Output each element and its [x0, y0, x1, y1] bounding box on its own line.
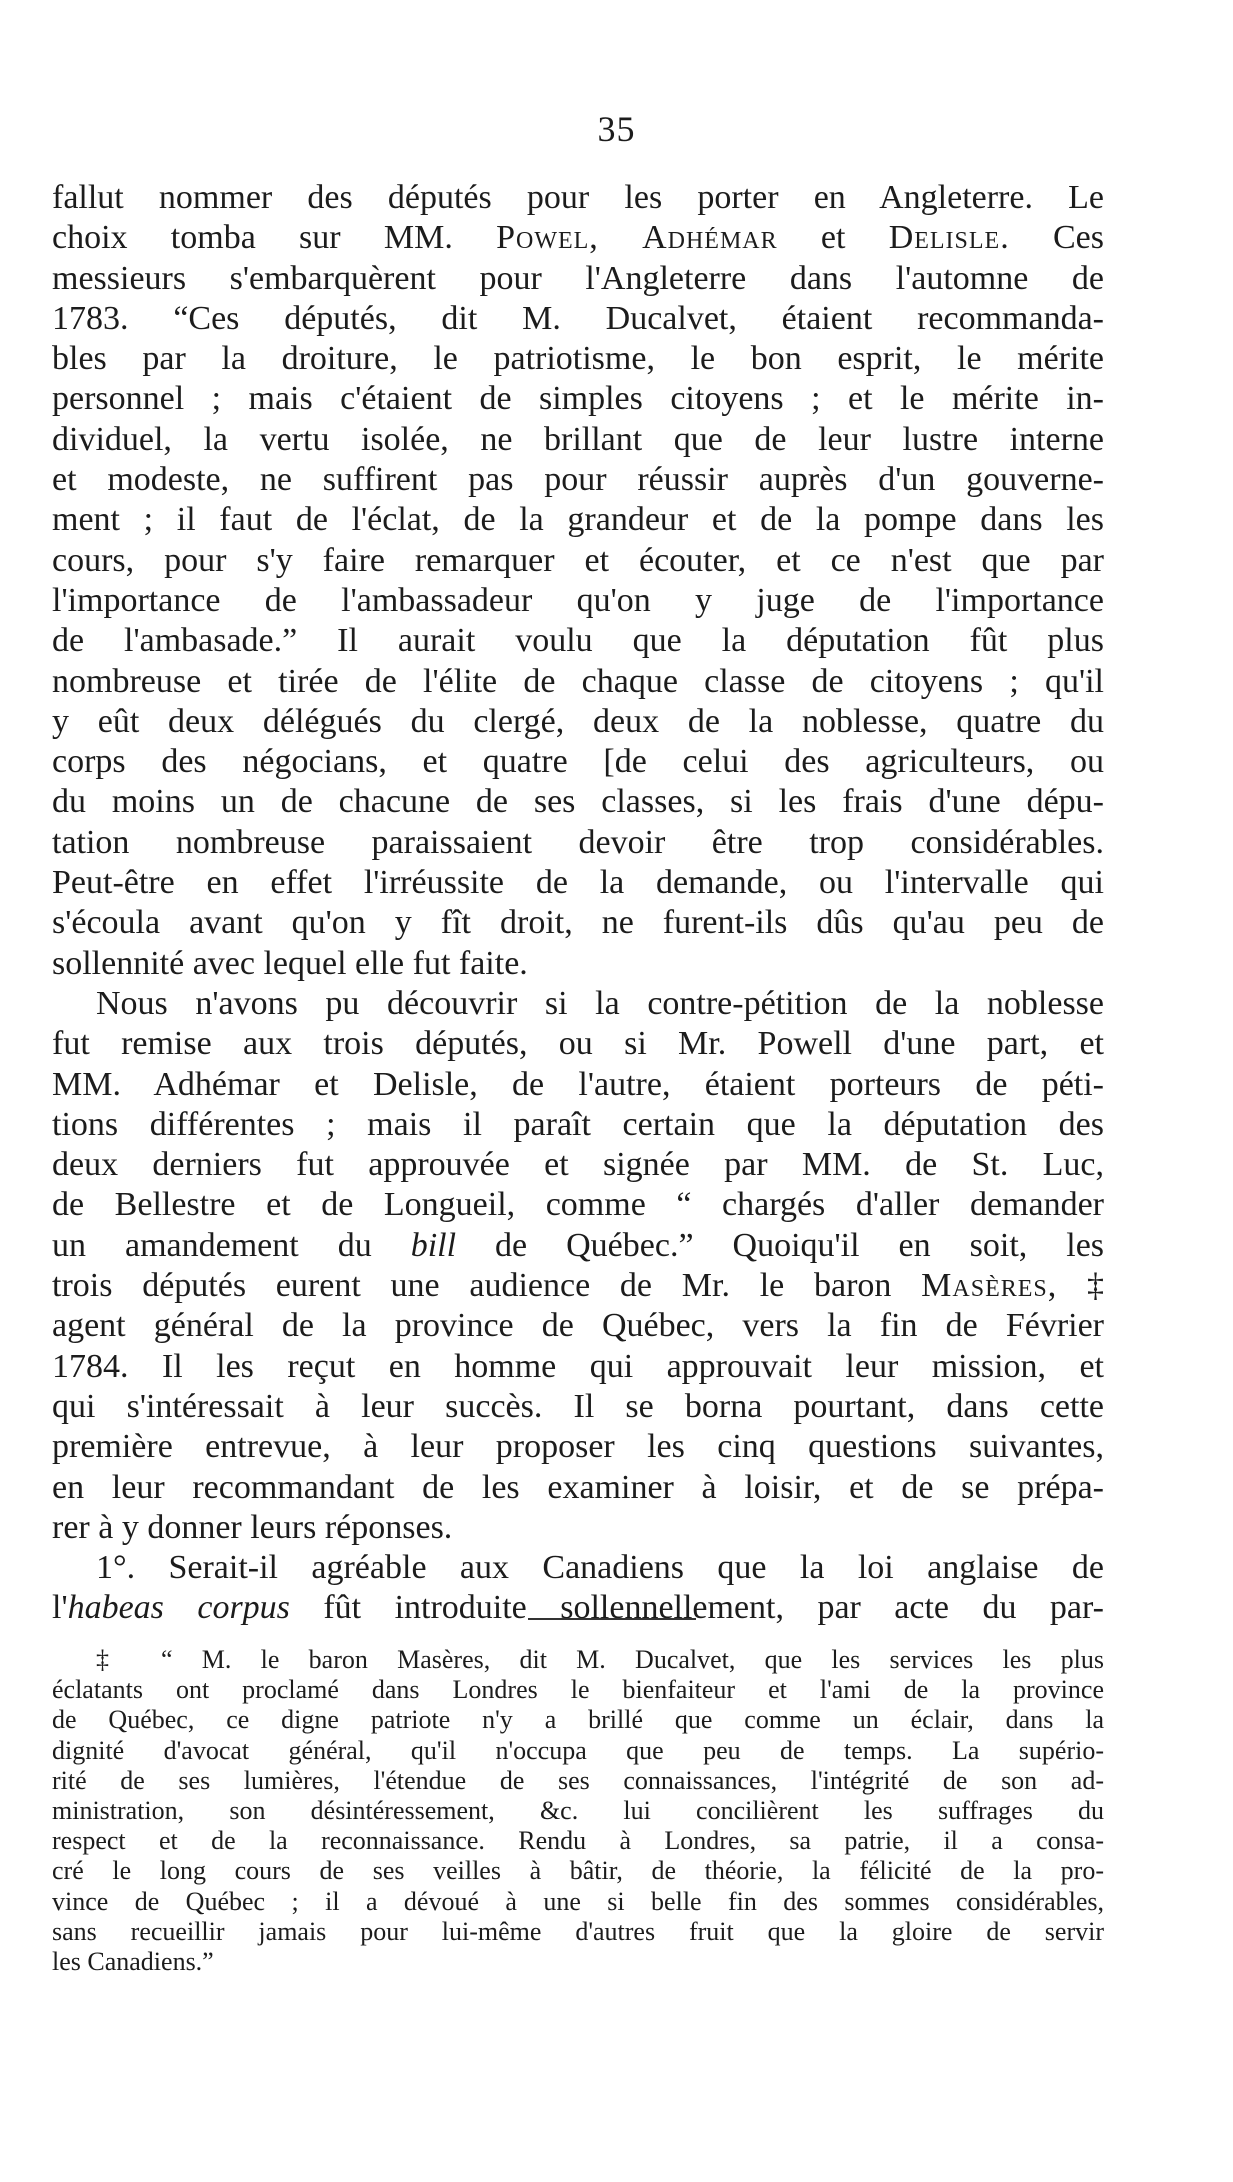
footnote-line: de Québec, ce digne patriote n'y a brillé que comme un éclair, dans la	[52, 1705, 1104, 1735]
text-line: 1783. “Ces députés, dit M. Ducalvet, étaient recommanda-	[52, 299, 1104, 337]
text-line: agent général de la province de Québec, vers la fin de Février	[52, 1307, 1104, 1345]
text-line: choix tomba sur MM. Powel, Adhémar et Delisle. Ces	[52, 219, 1104, 257]
italic-bill: bill	[410, 1226, 457, 1264]
text-line: Nous n'avons pu découvrir si la contre-pétition de la noblesse	[96, 984, 1104, 1022]
text-line: Peut-être en effet l'irréussite de la demande, ou l'intervalle qui	[52, 864, 1104, 902]
name-adhemar: Adhémar	[642, 219, 778, 257]
text-line: l'importance de l'ambassadeur qu'on y juge de l'importance	[52, 581, 1104, 619]
footnote-line: sans recueillir jamais pour lui-même d'autres fruit que la gloire de servir	[52, 1916, 1104, 1946]
text-line: deux derniers fut approuvée et signée par MM. de St. Luc,	[52, 1146, 1104, 1184]
name-delisle: Delisle.	[888, 219, 1010, 257]
page-number: 35	[597, 109, 636, 149]
footnote-line: éclatants ont proclamé dans Londres le bienfaiteur et l'ami de la province	[52, 1675, 1104, 1705]
text-line: s'écoula avant qu'on y fît droit, ne furent-ils dûs qu'au peu de	[52, 904, 1104, 942]
text-line: de l'ambasade.” Il aurait voulu que la députation fût plus	[52, 622, 1104, 660]
text-line: l'habeas corpus fût introduite sollennellement, par acte du par-	[52, 1589, 1104, 1627]
text-line: 1784. Il les reçut en homme qui approuvait leur mission, et	[52, 1347, 1104, 1385]
text-line: en leur recommandant de les examiner à loisir, et de se prépa-	[52, 1468, 1104, 1506]
text-line: cours, pour s'y faire remarquer et écouter, et ce n'est que par	[52, 541, 1104, 579]
text-line: du moins un de chacune de ses classes, si les frais d'une dépu-	[52, 783, 1104, 821]
text-line: première entrevue, à leur proposer les cinq questions suivantes,	[52, 1428, 1104, 1466]
name-maseres: Masères,	[921, 1267, 1058, 1305]
italic-habeas-corpus: habeas corpus	[67, 1589, 290, 1627]
footnote-line: ministration, son désintéressement, &c. lui concilièrent les suffrages du	[52, 1795, 1104, 1825]
text-line: qui s'intéressait à leur succès. Il se borna pourtant, dans cette	[52, 1387, 1104, 1425]
footnote-line: les Canadiens.”	[52, 1946, 214, 1976]
text-line: tation nombreuse paraissaient devoir être trop considérables.	[52, 823, 1104, 861]
footnote	[52, 1645, 1104, 1977]
dagger-mark: ‡	[1087, 1267, 1105, 1305]
text-line: bles par la droiture, le patriotisme, le bon esprit, le mérite	[52, 340, 1104, 378]
text-line: dividuel, la vertu isolée, ne brillant que de leur lustre interne	[52, 420, 1104, 458]
text-line: trois députés eurent une audience de Mr. le baron Masères, ‡	[52, 1267, 1105, 1305]
footnote-line: ‡ “ M. le baron Masères, dit M. Ducalvet, que les services les plus	[96, 1645, 1104, 1674]
text-line: messieurs s'embarquèrent pour l'Angleterre dans l'automne de	[52, 259, 1104, 297]
text-line: fallut nommer des députés pour les porter en Angleterre. Le	[52, 179, 1104, 216]
text-line: personnel ; mais c'étaient de simples citoyens ; et le mérite in-	[52, 380, 1104, 418]
text-line: un amandement du bill de Québec.” Quoiqu'il en soit, les	[52, 1226, 1105, 1264]
footnote-divider	[528, 1618, 696, 1620]
text-line: sollennité avec lequel elle fut faite.	[52, 944, 528, 982]
text-line: rer à y donner leurs réponses.	[52, 1508, 453, 1546]
text-line: tions différentes ; mais il paraît certain que la députation des	[52, 1105, 1104, 1143]
footnote-line: rité de ses lumières, l'étendue de ses connaissances, l'intégrité de son ad-	[52, 1765, 1104, 1795]
text-line: fut remise aux trois députés, ou si Mr. Powell d'une part, et	[52, 1025, 1104, 1063]
footnote-line: respect et de la reconnaissance. Rendu à Londres, sa patrie, il a consa-	[52, 1826, 1104, 1856]
text-line: 1°. Serait-il agréable aux Canadiens que la loi anglaise de	[96, 1549, 1104, 1587]
main-text	[52, 178, 1104, 1629]
text-line: MM. Adhémar et Delisle, de l'autre, étaient porteurs de péti-	[52, 1065, 1104, 1103]
text-line: de Bellestre et de Longueil, comme “ chargés d'aller demander	[52, 1186, 1104, 1224]
footnote-line: dignité d'avocat général, qu'il n'occupa que peu de temps. La supério-	[52, 1735, 1104, 1765]
text-line: ment ; il faut de l'éclat, de la grandeur et de la pompe dans les	[52, 501, 1104, 539]
name-powel: Powel,	[496, 219, 599, 257]
text-line: nombreuse et tirée de l'élite de chaque classe de citoyens ; qu'il	[52, 662, 1104, 700]
footnote-line: cré le long cours de ses veilles à bâtir, de théorie, la félicité de la pro-	[52, 1856, 1104, 1886]
footnote-line: vince de Québec ; il a dévoué à une si belle fin des sommes considérables,	[52, 1886, 1104, 1916]
text-line: et modeste, ne suffirent pas pour réussir auprès d'un gouverne-	[52, 461, 1104, 499]
text-line: corps des négocians, et quatre [de celui des agriculteurs, ou	[52, 743, 1104, 781]
text-line: y eût deux délégués du clergé, deux de la noblesse, quatre du	[52, 702, 1104, 740]
